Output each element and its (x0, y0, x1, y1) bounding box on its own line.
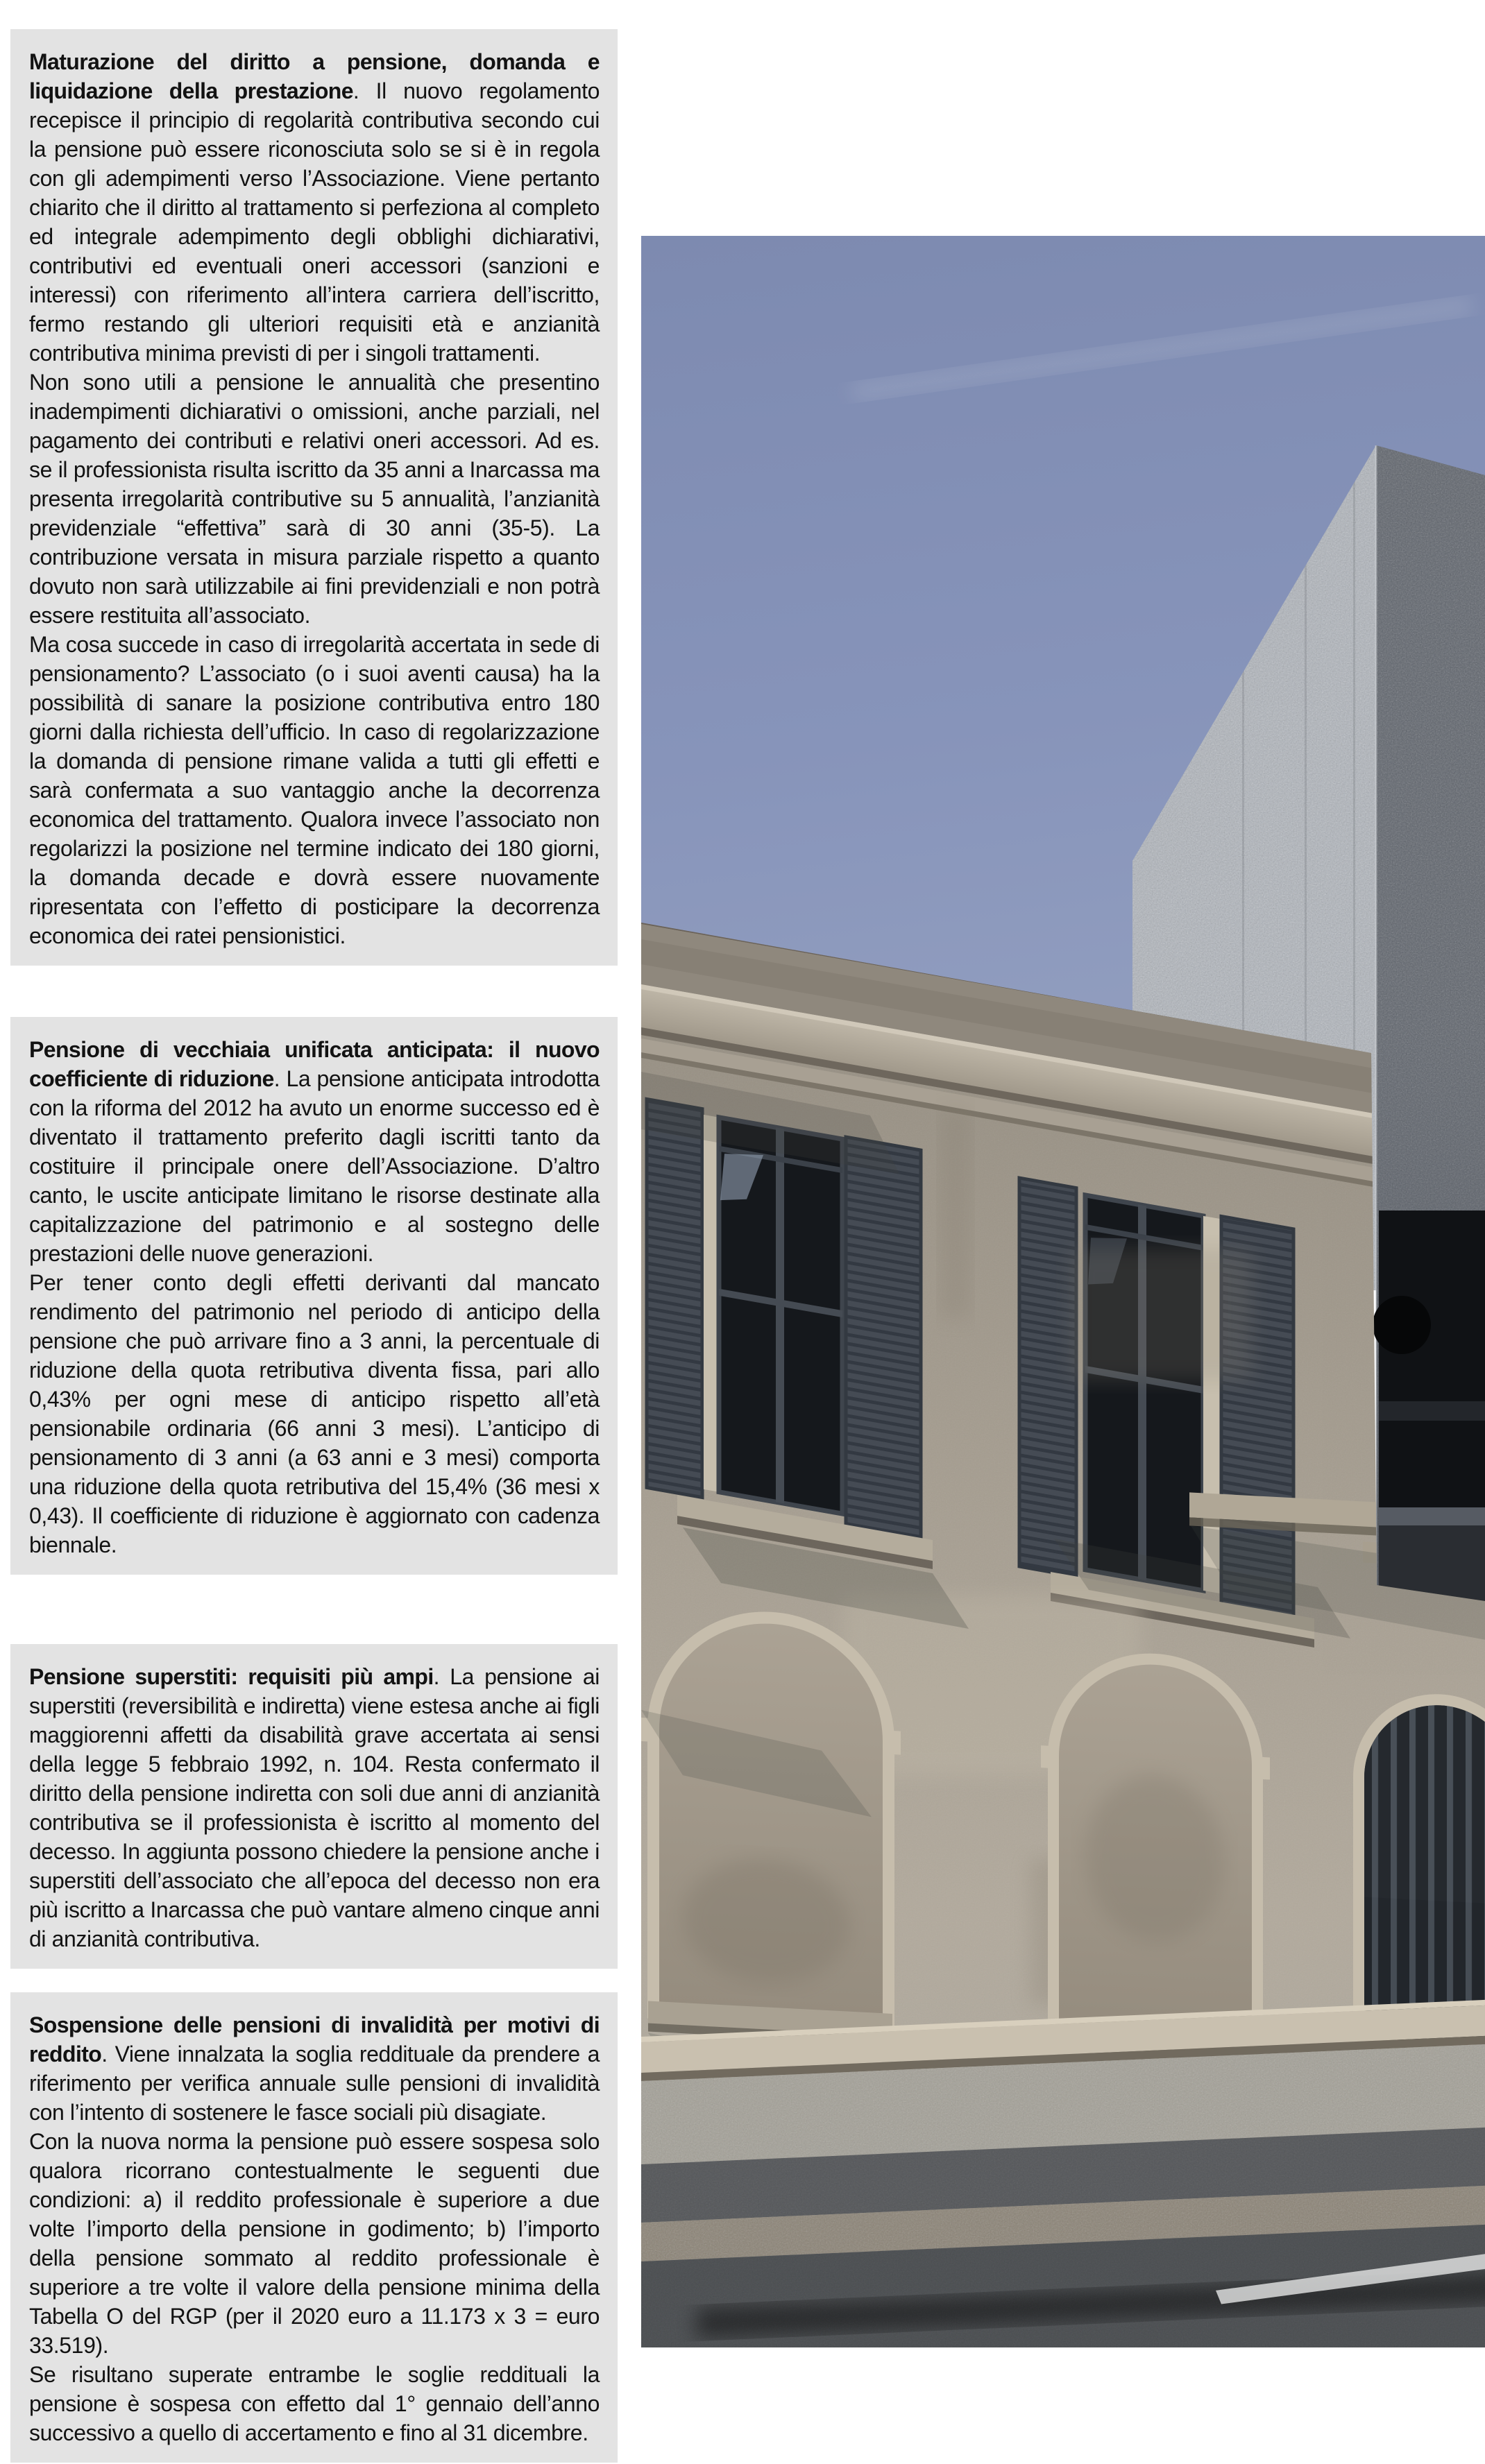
article-paragraph (29, 47, 600, 368)
louvered-shutter (1019, 1178, 1076, 1576)
drip-stain (940, 1110, 971, 1318)
article-heading: Sospensione delle pensioni di invalidità per motivi di reddito (29, 2012, 600, 2067)
historic-building-facade (641, 916, 1485, 2347)
opening-sill (1379, 1507, 1485, 1525)
window-bars (1364, 1702, 1485, 2053)
heading-separator: . (101, 2042, 115, 2067)
article-pensione-vecchiaia (10, 1017, 618, 1575)
article-paragraph (29, 368, 600, 630)
heading-separator: . (433, 1664, 450, 1689)
article-paragraph (29, 2127, 600, 2360)
window-mullion (776, 1127, 784, 1503)
article-heading: Pensione di vecchiaia unificata anticipata: il nuovo coefficiente di riduzione (29, 1037, 600, 1091)
article-sospensione-invalidita (10, 1992, 618, 2463)
heading-separator: . (273, 1066, 287, 1091)
article-maturazione-diritto (10, 29, 618, 966)
blind-arched-niche-1 (641, 1617, 901, 2045)
article-column (0, 0, 631, 2464)
paragraph-text: La pensione anticipata introdotta con la riforma del 2012 ha avuto un enorme successo ed è diventato il trattamento preferito dagli iscritti tanto da costituire il principale onere dell’Associazione. D’altro canto, le uscite anticipate limitano le risorse destinate alla capitalizzazione del patrimonio e al sostegno delle prestazioni delle nuove generazioni. (29, 1066, 600, 1266)
article-pensione-superstiti (10, 1644, 618, 1969)
article-paragraph (29, 2010, 600, 2127)
article-heading: Pensione superstiti: requisiti più ampi (29, 1664, 434, 1689)
dark-object-in-opening (1373, 1296, 1431, 1354)
paragraph-text: Per tener conto degli effetti derivanti dal mancato rendimento del patrimonio nel periodo di anticipo della pensione che può arrivare fino a 3 anni, la percentuale di riduzione della quota retributiva diventa fissa, pari allo 0,43% per ogni mese di anticipo rispetto all’età pensionabile ordinaria (66 anni 3 mesi). L’anticipo di pensionamento di 3 anni (a 63 anni e 3 mesi) comporta una riduzione della quota retributiva del 15,4% (36 mesi x 0,43). Il coefficiente di riduzione è aggiornato con cadenza biennale. (29, 1270, 600, 1557)
paragraph-text: Viene innalzata la soglia reddituale da prendere a riferimento per verifica annuale sulle pensioni di invalidità con l’intento di sostenere le fasce sociali più disagiate. (29, 2042, 600, 2125)
paragraph-text: Con la nuova norma la pensione può essere sospesa solo qualora ricorrano contestualmente le seguenti due condizioni: a) il reddito professionale è superiore a due volte l’importo della pensione in godimento; b) l’importo della pensione sommato al reddito professionale è superiore a tre volte il valore della pensione minima della Tabella O del RGP (per il 2020 euro a 11.173 x 3 = euro 33.519). (29, 2129, 600, 2358)
building-photo (641, 236, 1485, 2347)
paragraph-text: Ma cosa succede in caso di irregolarità accertata in sede di pensionamento? L’associato (o i suoi aventi causa) ha la possibilità di sanare la posizione contributiva entro 180 giorni dalla richiesta dell’ufficio. In caso di regolarizzazione la domanda di pensione rimane valida a tutti gli effetti e sarà confermata a suo vantaggio anche la decorrenza economica del trattamento. Qualora invece l’associato non regolarizzi la posizione nel termine indicato dei 180 giorni, la domanda decade e dovrà essere nuovamente ripresentata con l’effetto di posticipare la decorrenza economica dei ratei pensionistici. (29, 632, 600, 948)
heading-separator: . (353, 78, 376, 103)
paragraph-text: Non sono utili a pensione le annualità che presentino inadempimenti dichiarativi o omissioni, anche parziali, nel pagamento dei contributi e relativi oneri accessori. Ad es. se il professionista risulta iscritto da 35 anni a Inarcassa ma presenta irregolarità contributive su 5 annualità, l’anzianità previdenziale “effettiva” sarà di 30 anni (35-5). La contribuzione versata in misura parziale rispetto a quanto dovuto non sarà utilizzabile ai fini previdenziali e non potrà essere restituita all’associato. (29, 370, 600, 628)
louvered-shutter (846, 1137, 921, 1543)
granite-window-opening (1379, 1210, 1485, 1507)
article-paragraph (29, 2360, 600, 2447)
wall-stain (1071, 1249, 1252, 1380)
paragraph-text: La pensione ai superstiti (reversibilità e indiretta) viene estesa anche ai figli maggiorenni affetti da disabilità grave accertata ai sensi della legge 5 febbraio 1992, n. 104. Resta confermato il diritto della pensione indiretta con soli due anni di anzianità contributiva se il professionista è iscritto al momento del decesso. In aggiunta possono chiedere la pensione anche i superstiti dell’associato che all’epoca del decesso non era più iscritto a Inarcassa che può vantare almeno cinque anni di anzianità contributiva. (29, 1664, 600, 1951)
article-paragraph (29, 630, 600, 950)
article-paragraph (29, 1662, 600, 1953)
street-level (641, 1996, 1485, 2347)
paragraph-text: Il nuovo regolamento recepisce il principio di regolarità contributiva secondo cui la pensione può essere riconosciuta solo se si è in regola con gli adempimenti verso l’Associazione. Viene pertanto chiarito che il diritto al trattamento si perfeziona al completo ed integrale adempimento degli obblighi dichiarativi, contributivi ed eventuali oneri accessori (sanzioni e interessi) con riferimento all’intera carriera dell’iscritto, fermo restando gli ulteriori requisiti età e anzianità contributiva minima previsti di per i singoli trattamenti. (29, 78, 600, 366)
article-heading: Maturazione del diritto a pensione, domanda e liquidazione della prestazione (29, 49, 600, 103)
article-paragraph (29, 1268, 600, 1559)
paragraph-text: Se risultano superate entrambe le soglie reddituali la pensione è sospesa con effetto dal 1° gennaio dell’anno successivo a quello di accertamento e fino al 31 dicembre. (29, 2362, 600, 2445)
opening-inner-glint (1379, 1401, 1485, 1421)
facade-photo-svg (641, 236, 1485, 2347)
louvered-shutter (647, 1099, 702, 1497)
blind-arched-niche-2 (1041, 1659, 1270, 2062)
article-paragraph (29, 1035, 600, 1268)
